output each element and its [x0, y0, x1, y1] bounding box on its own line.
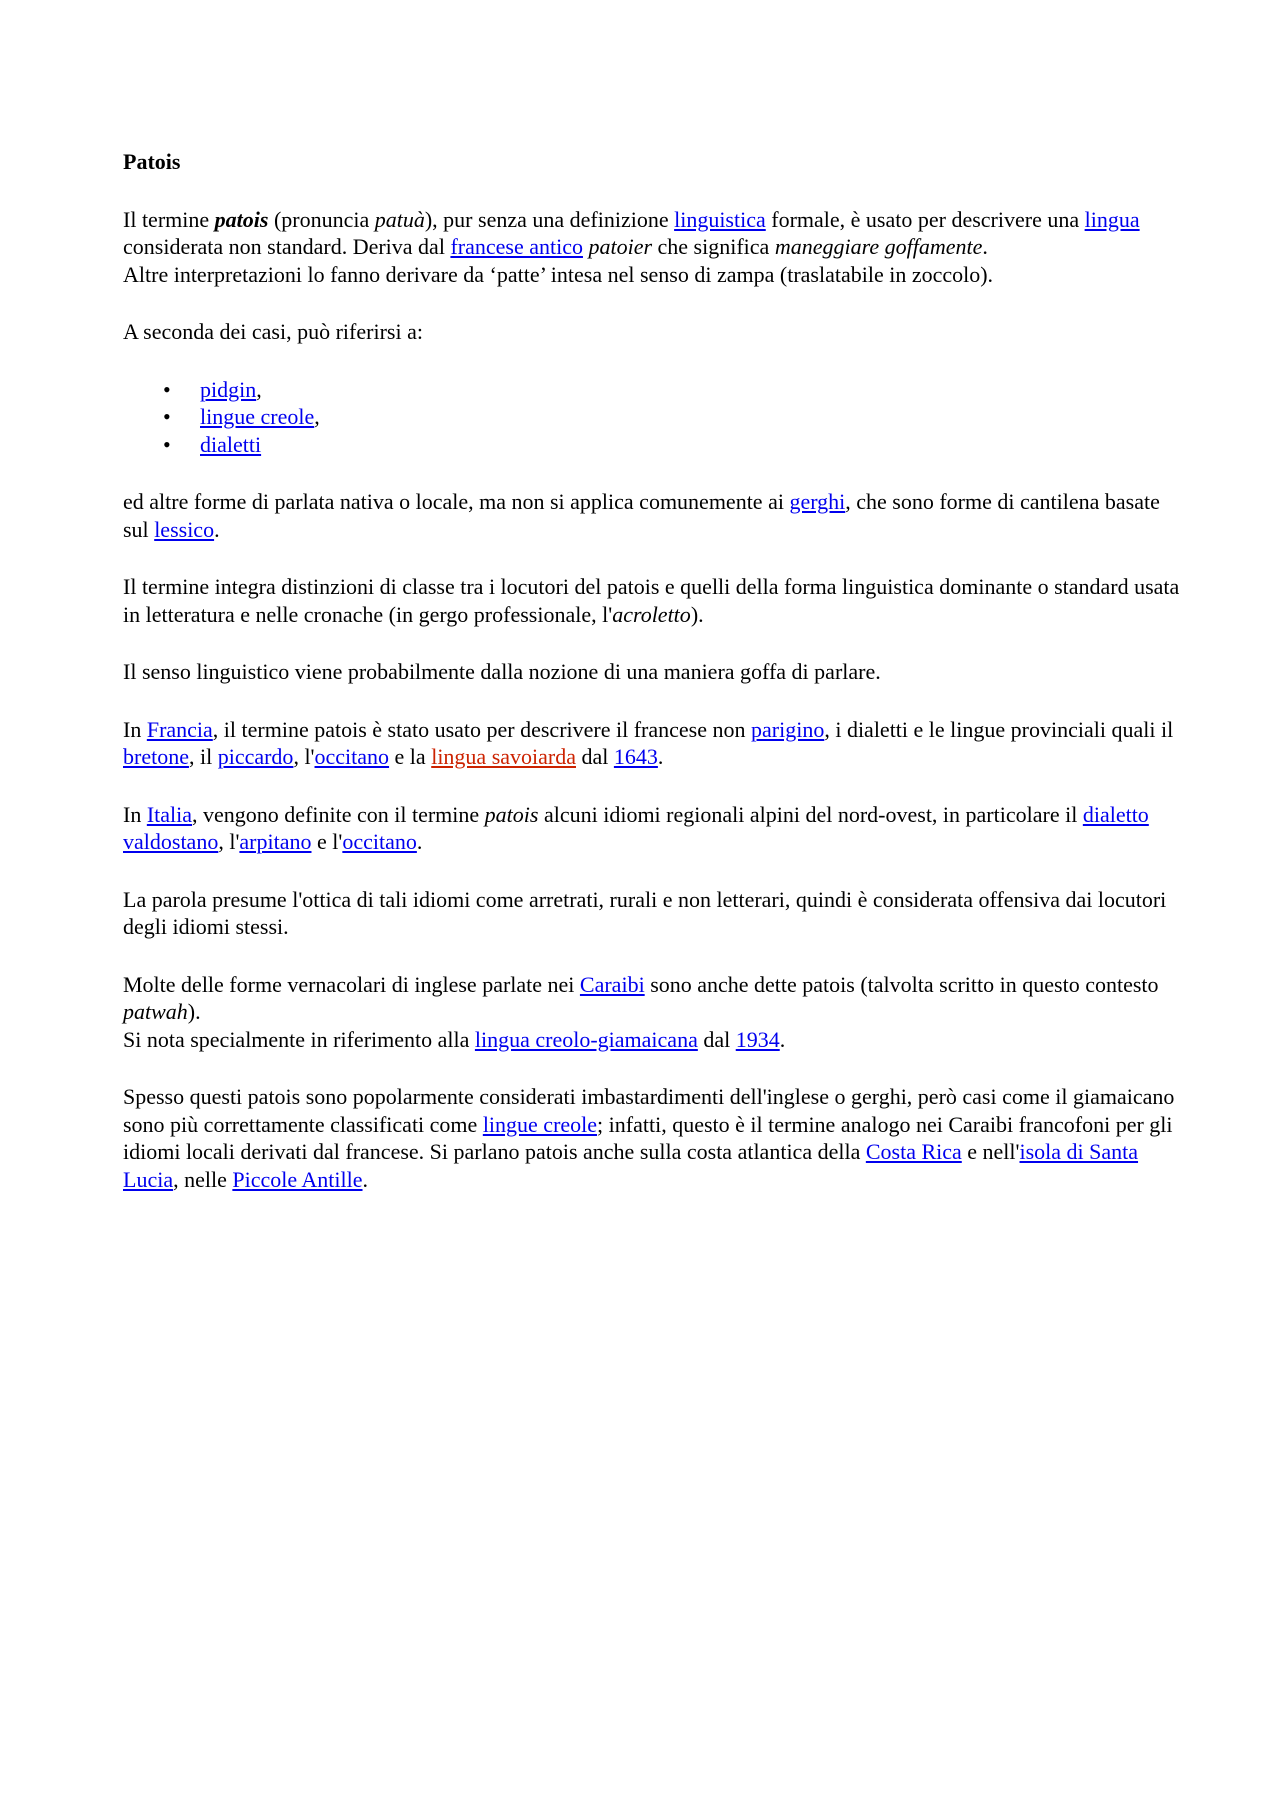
- text: Altre interpretazioni lo fanno derivare da ‘patte’ intesa nel senso di zampa (traslatabile in zoccolo).: [123, 261, 994, 287]
- text: formale, è usato per descrivere una: [765, 206, 1085, 232]
- link-lessico[interactable]: lessico: [154, 516, 215, 542]
- link-caraibi[interactable]: Caraibi: [579, 971, 645, 997]
- link-italia[interactable]: Italia: [146, 801, 193, 827]
- text: considerata non standard. Deriva dal: [123, 234, 451, 259]
- sense-paragraph: Il senso linguistico viene probabilmente dalla nozione di una maniera goffa di parlare.: [123, 659, 881, 684]
- link-occitano[interactable]: occitano: [314, 744, 390, 769]
- link-lingue-creole[interactable]: lingue creole: [200, 404, 315, 429]
- text: dal: [576, 744, 614, 769]
- text: alcuni idiomi regionali alpini del nord-ovest, in particolare il: [538, 801, 1083, 827]
- text: In: [123, 716, 147, 742]
- text: , i dialetti e le lingue provinciali quali il: [824, 716, 1174, 742]
- text: , l': [293, 744, 315, 769]
- link-lingue-creole-2[interactable]: lingue creole: [482, 1111, 598, 1137]
- text: ; infatti, questo è il termine analogo nei Caraibi francofoni per gli idiomi locali derivati dal francese. Si parlano patois anche sulla costa atlantica della: [123, 1111, 1173, 1164]
- text: ).: [690, 601, 704, 627]
- bullet-icon: •: [163, 404, 171, 429]
- link-lingua-creolo-giamaicana[interactable]: lingua creolo-giamaicana: [474, 1026, 698, 1052]
- text: , vengono definite con il termine: [192, 801, 485, 827]
- term-patois-italic: patois: [484, 801, 539, 827]
- link-isola-di-santa-lucia[interactable]: isola di Santa Lucia: [123, 1139, 1139, 1192]
- cases-paragraph: A seconda dei casi, può riferirsi a:: [123, 319, 423, 344]
- creole-paragraph: [123, 1083, 1183, 1193]
- offensive-paragraph: La parola presume l'ottica di tali idiomi come arretrati, rurali e non letterari, quindi è considerata offensiva dai locutori degli idiomi stessi.: [123, 886, 1167, 939]
- caraibi-paragraph: [123, 971, 1183, 1054]
- text: , il termine patois è stato usato per descrivere il francese non: [212, 716, 751, 742]
- bullet-icon: •: [163, 431, 171, 457]
- term-acroletto: acroletto: [612, 601, 691, 627]
- text: .: [214, 516, 220, 542]
- text: e l': [311, 829, 343, 854]
- text: .: [657, 744, 664, 769]
- cases-list: [123, 376, 1183, 459]
- text: Spesso questi patois sono popolarmente considerati imbastardimenti dell'inglese o gerghi, però casi come il giamaicano sono più correttamente classificati come: [123, 1084, 1175, 1137]
- link-costa-rica[interactable]: Costa Rica: [865, 1139, 962, 1164]
- link-occitano-2[interactable]: occitano: [342, 829, 417, 854]
- term-patois: patois: [214, 206, 269, 232]
- term-patwah: patwah: [123, 999, 188, 1024]
- text: .: [416, 829, 423, 854]
- link-parigino[interactable]: parigino: [751, 716, 825, 742]
- link-linguistica[interactable]: linguistica: [674, 206, 766, 232]
- class-paragraph: [123, 573, 1183, 628]
- text: .: [779, 1026, 786, 1052]
- text: .: [982, 234, 988, 259]
- text: ,: [314, 404, 320, 429]
- link-piccardo[interactable]: piccardo: [217, 744, 294, 769]
- text: Il termine integra distinzioni di classe tra i locutori del patois e quelli della forma linguistica dominante o standard usata in letteratura e nelle cronache (in gergo professionale, l': [123, 574, 1180, 627]
- list-item: [123, 431, 1183, 459]
- text: Molte delle forme vernacolari di inglese parlate nei: [123, 971, 580, 997]
- link-bretone[interactable]: bretone: [123, 744, 189, 769]
- text: che significa: [652, 234, 775, 259]
- text: , nelle: [173, 1166, 233, 1192]
- text: ,: [256, 376, 262, 402]
- italia-paragraph: [123, 801, 1183, 856]
- list-item: [123, 376, 1183, 404]
- intro-paragraph: [123, 206, 1183, 289]
- text: e nell': [961, 1139, 1020, 1164]
- text: (pronuncia: [268, 206, 375, 232]
- bullet-icon: •: [163, 376, 171, 402]
- text: Il termine: [123, 206, 215, 232]
- link-lingua-savoiarda[interactable]: lingua savoiarda: [431, 744, 576, 769]
- text: ed altre forme di parlata nativa o locale, ma non si applica comunemente ai: [123, 489, 790, 514]
- text: sono anche dette patois (talvolta scritto in questo contesto: [644, 971, 1159, 997]
- gerghi-paragraph: [123, 488, 1183, 543]
- link-1934[interactable]: 1934: [735, 1026, 780, 1052]
- link-dialetti[interactable]: dialetti: [200, 431, 262, 457]
- link-piccole-antille[interactable]: Piccole Antille: [232, 1166, 363, 1192]
- link-francia[interactable]: Francia: [146, 716, 213, 742]
- pronunciation: patuà: [374, 206, 425, 232]
- list-item: [123, 403, 1183, 431]
- text: e la: [389, 744, 432, 769]
- link-gerghi[interactable]: gerghi: [789, 489, 846, 514]
- text: , l': [218, 829, 240, 854]
- term-patoier: patoier: [588, 234, 653, 259]
- francia-paragraph: [123, 716, 1183, 771]
- link-pidgin[interactable]: pidgin: [200, 376, 257, 402]
- text: dal: [697, 1026, 736, 1052]
- link-arpitano[interactable]: arpitano: [239, 829, 312, 854]
- link-dialetto-valdostano[interactable]: dialetto valdostano: [123, 801, 1149, 854]
- text: .: [362, 1166, 369, 1192]
- text: , il: [188, 744, 218, 769]
- link-1643[interactable]: 1643: [613, 744, 658, 769]
- link-francese-antico[interactable]: francese antico: [450, 234, 583, 259]
- link-lingua[interactable]: lingua: [1084, 206, 1140, 232]
- text: , che sono forme di cantilena basate sul: [123, 489, 1160, 542]
- term-maneggiare: maneggiare goffamente: [774, 234, 983, 259]
- text: In: [123, 801, 147, 827]
- text: ), pur senza una definizione: [424, 206, 675, 232]
- text: Si nota specialmente in riferimento alla: [123, 1026, 475, 1052]
- document-page: [123, 148, 1183, 1223]
- text: ).: [187, 999, 201, 1024]
- page-title: Patois: [123, 149, 181, 174]
